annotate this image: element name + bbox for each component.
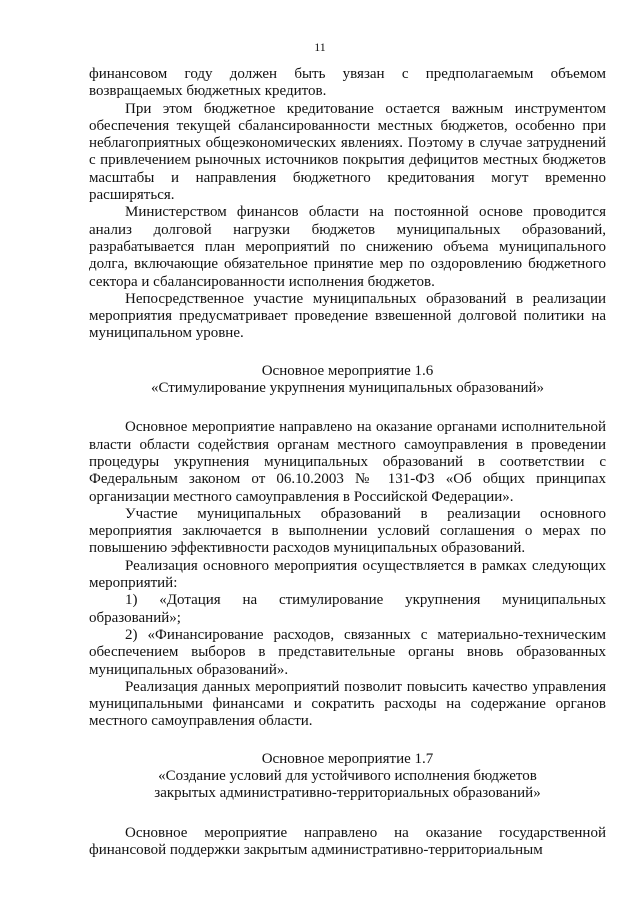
page-number: 11	[314, 40, 326, 54]
paragraph-budget-crediting: При этом бюджетное кредитование остается важным инструментом обеспечения текущей сбалансированности местных бюджетов, особенно при неблагоприятных общеэкономических явлениях. Поэтому в случае затруднений с привлечением рыночных источников покрытия дефицитов местных бюджетов масштабы и направления бюджетного кредитования могут временно расширяться.	[89, 100, 606, 204]
paragraph-municipal-participation: Непосредственное участие муниципальных образований в реализации мероприятия предусматривает проведение взвешенной долговой политики на муниципальном уровне.	[89, 290, 606, 342]
section-number-1-6: Основное мероприятие 1.6	[261, 362, 434, 379]
list-item-1: 1) «Дотация на стимулирование укрупнения муниципальных образований»;	[89, 592, 606, 626]
section-title-1-7-line1: «Создание условий для устойчивого исполнения бюджетов	[158, 767, 537, 784]
section-title-1-7-line2: закрытых административно-территориальных образований»	[154, 785, 541, 802]
paragraph-1-7-purpose: Основное мероприятие направлено на оказание государственной финансовой поддержки закрытым административно-территориальным	[89, 824, 606, 858]
paragraph-1-6-participation: Участие муниципальных образований в реализации основного мероприятия заключается в выполнении условий соглашения о мерах по повышению эффективности расходов муниципальных образований.	[89, 505, 606, 557]
section-title-1-6: «Стимулирование укрупнения муниципальных образований»	[150, 380, 545, 397]
section-number-1-7: Основное мероприятие 1.7	[261, 750, 434, 767]
section-heading-1-7	[89, 751, 606, 803]
paragraph-1-6-result: Реализация данных мероприятий позволит повысить качество управления муниципальными финансами и сократить расходы на содержание органов местного самоуправления области.	[89, 678, 606, 730]
section-heading-1-6	[89, 363, 606, 398]
document-body	[89, 66, 606, 859]
paragraph-1-6-implementation: Реализация основного мероприятия осуществляется в рамках следующих мероприятий:	[89, 557, 606, 592]
paragraph-1-6-purpose: Основное мероприятие направлено на оказание органами исполнительной власти области содействия органам местного самоуправления в проведении процедуры укрупнения муниципальных образований в соответствии с Федеральным законом от 06.10.2003 № 131-ФЗ «Об общих принципах организации местного самоуправления в Российской Федерации».	[89, 419, 606, 505]
paragraph-ministry-analysis: Министерством финансов области на постоянной основе проводится анализ долговой нагрузки бюджетов муниципальных образований, разрабатывается план мероприятий по снижению объема муниципального долга, включающие обязательное принятие мер по оздоровлению бюджетного сектора и сбалансированности исполнения бюджетов.	[89, 204, 606, 290]
list-item-2: 2) «Финансирование расходов, связанных с материально-техническим обеспечением выборов в представительные органы вновь образованных муниципальных образований».	[89, 626, 606, 678]
paragraph-continuation: финансовом году должен быть увязан с предполагаемым объемом возвращаемых бюджетных кредитов.	[89, 66, 606, 100]
